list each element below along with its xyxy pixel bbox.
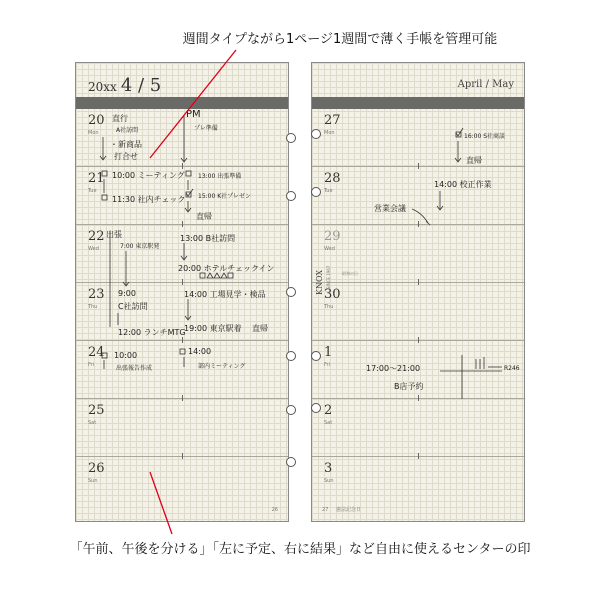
day-number: 1 [324,345,333,360]
day-of-week: Mon [88,130,99,136]
handwritten-note: 13:00 B社訪問 [180,234,236,243]
day-row [76,341,288,399]
handwritten-note: プレ準備 [194,125,218,132]
day-number: 26 [88,461,105,476]
handwritten-note: R246 [504,365,520,372]
handwritten-note: 19:00 東京駅着 [184,324,242,333]
ring-hole-icon [286,287,296,297]
handwritten-note: B店予約 [394,382,424,391]
handwritten-note: 直帰 [196,212,212,221]
handwritten-note: 直帰 [252,324,268,333]
day-row [76,457,288,515]
day-number: 28 [324,171,341,186]
handwritten-note: 14:00 工場見学・検品 [184,290,266,299]
day-number: 2 [324,403,333,418]
day-row [312,167,524,225]
day-row [312,283,524,341]
ring-hole-icon [286,405,296,415]
day-of-week: Thu [324,304,334,310]
day-number: 27 [324,113,341,128]
handwritten-note: 部内ミーティング [198,363,246,370]
handwritten-note: 出張報告作成 [116,365,153,372]
day-of-week: Sun [88,478,98,484]
left-month-title [88,75,161,96]
header-band [312,97,524,109]
handwritten-note: 13:00 出張準備 [198,173,242,180]
day-number: 24 [88,345,105,360]
ring-hole-icon [286,133,296,143]
left-page [75,62,289,522]
caption-bottom: 「午前、午後を分ける」「左に予定、右に結果」など自由に使えるセンターの印 [69,542,531,557]
handwritten-note: 10:00 [114,351,138,360]
day-of-week: Wed [324,246,335,252]
handwritten-note: 12:00 ランチMTG [118,328,186,337]
day-of-week: Fri [88,362,94,368]
handwritten-note: ・新商品 [110,140,142,149]
day-of-week: Sat [324,420,333,426]
holiday-label: 昭和の日 [342,271,358,276]
ring-hole-icon [311,403,321,413]
day-of-week: Sat [88,420,97,426]
right-page [311,62,525,522]
day-number: 21 [88,171,105,186]
day-row [312,399,524,457]
handwritten-note: C社訪問 [118,302,148,311]
handwritten-note: 16:00 S社商談 [464,133,506,140]
handwritten-note: 出張 [106,230,122,239]
ring-hole-icon [311,187,321,197]
handwritten-note: 14:00 [188,347,212,356]
day-number: 29 [324,229,341,244]
year-label: 20xx [88,80,117,94]
left-page-number: 26 [271,507,278,513]
day-of-week: Mon [324,130,335,136]
header-band [76,97,288,109]
ring-hole-icon [311,129,321,139]
handwritten-note: 直帰 [466,156,482,165]
handwritten-note: 17:00〜21:00 [366,364,421,373]
handwritten-note: 営業会議 [374,204,406,213]
handwritten-note: 直行 [112,114,128,123]
ring-hole-icon [286,191,296,201]
handwritten-note: 10:00 ミーティング [112,171,185,180]
month-day-label: 4 / 5 [120,75,162,96]
handwritten-note: PM [186,109,201,120]
ring-hole-icon [311,351,321,361]
day-of-week: Fri [324,362,330,368]
month-name-label: April / May [457,79,514,90]
handwritten-note: A社訪問 [116,127,139,134]
day-number: 3 [324,461,333,476]
day-number: 25 [88,403,105,418]
day-of-week: Tue [88,188,97,194]
day-row [76,109,288,167]
ring-hole-icon [286,457,296,467]
handwritten-note: 11:30 社内チェック [112,195,186,204]
day-number: 20 [88,113,105,128]
day-of-week: Wed [88,246,99,252]
brand-tagline: SINCE 1967 [326,265,331,289]
handwritten-note: 14:00 校正作業 [434,180,492,189]
day-row [76,399,288,457]
caption-top: 週間タイプながら1ページ1週間で薄く手帳を管理可能 [182,32,498,47]
day-number: 30 [324,287,341,302]
handwritten-note: 9:00 [118,289,136,298]
day-number: 22 [88,229,105,244]
handwritten-note: 20:00 ホテルチェックイン [178,264,275,273]
handwritten-note: 7:00 東京駅発 [120,243,160,250]
day-number: 23 [88,287,105,302]
right-page-number: 27 [322,507,329,513]
handwritten-note: 15:00 K社プレゼン [198,193,251,200]
brand-logo: KNOX [315,269,324,295]
handwritten-note: 打合せ [114,152,138,161]
day-of-week: Sun [324,478,334,484]
day-of-week: Tue [324,188,333,194]
day-of-week: Thu [88,304,98,310]
footer-label: 憲法記念日 [336,507,362,513]
ring-hole-icon [286,351,296,361]
